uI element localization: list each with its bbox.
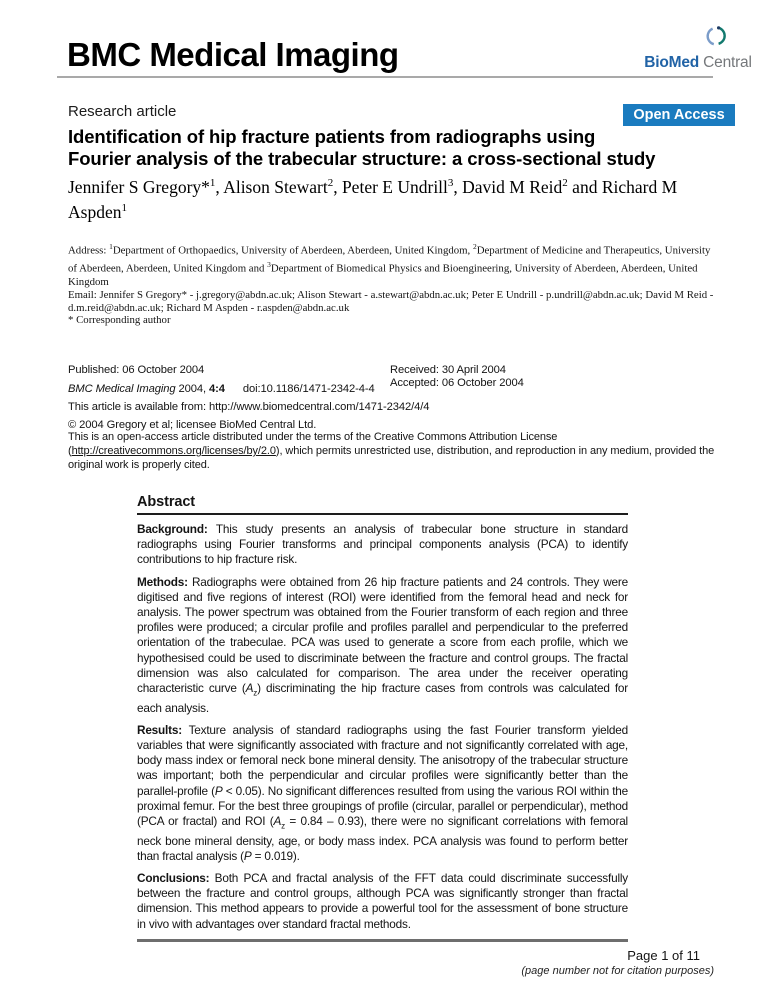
availability-url: http://www.biomedcentral.com/1471-2342/4/4 [209,401,430,413]
article-title [68,126,718,170]
conclusions-label: Conclusions: [137,870,215,885]
license-text [68,430,724,472]
page-number: Page 1 of 11 [627,948,700,963]
author-affiliation-mark: 2 [327,177,334,189]
received-date: Received: 30 April 2004 [390,364,506,376]
open-access-badge: Open Access [623,104,735,126]
author-emails: Email: Jennifer S Gregory* - j.gregory@abdn.ac.uk; Alison Stewart - a.stewart@abdn.ac.uk; Peter E Undrill - p.undrill@abdn.ac.uk; David M Reid - d.m.reid@abdn.ac.uk; Richard M Aspden - r.aspden@abdn.ac.uk [68,289,714,315]
copyright-line: © 2004 Gregory et al; licensee BioMed Central Ltd. [68,419,317,431]
results-text: = 0.84 – 0.93), there were no significant correlations with femoral neck bone mineral density, age, or body mass index. PCA analysis was found to perform better than fractal analysis ( [137,814,628,863]
abstract-end-divider [137,939,628,942]
results-text: = 0.019). [251,848,300,863]
author-name: , Peter E Undrill [333,176,448,197]
published-date: Published: 06 October 2004 [68,364,205,376]
license-link[interactable]: http://creativecommons.org/licenses/by/2.0 [71,445,276,457]
accepted-date: Accepted: 06 October 2004 [390,377,524,389]
author-affiliation-mark: 3 [447,177,454,189]
affiliation-text: Department of Orthopaedics, University of Aberdeen, Aberdeen, United Kingdom, [112,244,473,257]
author-list [68,173,680,224]
availability-line [68,401,429,413]
background-label: Background: [137,522,216,536]
citation-volume: 4:4 [209,383,225,395]
author-affiliation-mark: 1 [209,177,216,189]
title-line-1: Identification of hip fracture patients from radiographs using [68,126,596,147]
variable-az-sub: z [253,688,258,698]
author-name: Jennifer S Gregory* [68,176,210,197]
author-name: and Richard M Aspden [68,176,678,223]
methods-label: Methods: [137,574,192,589]
address-prefix: Address: [68,244,110,257]
author-affiliation-mark: 1 [121,202,127,215]
page-footer [521,948,714,977]
variable-az-sub: z [281,821,285,831]
author-affiliation-mark: 2 [562,177,568,189]
license-text-pre: This is an open-access article distributed under the terms of the Creative Commons Attribution License ( [68,431,558,457]
availability-prefix: This article is available from: [68,401,210,413]
methods-text: Radiographs were obtained from 26 hip fracture patients and 24 controls. They were digitised and five regions of interest (ROI) were identified from the femoral head and neck for analysis. The power spectrum was obtained from the Fourier transform of each region and three profiles were produced; a circular profile and profiles parallel and perpendicular to the preferred orientation of the trabeculae. PCA was used to generate a score from each profile, which we hypothesised could be used to discriminate between the fracture and control groups. The fractal dimension was also calculated for comparison. The area under the receiver operating characteristic curve ( [137,574,629,696]
results-text: Texture analysis of standard radiographs using the fast Fourier transform yielded variables that were significantly associated with fracture and not significantly correlated with age, body mass index or femoral neck bone mineral density. The anisotropy of the trabecular structure was important; both the perpendicular and circular profiles were significantly better than the parallel-profile ( [137,722,628,798]
citation-line [68,383,375,395]
variable-az: A [245,681,254,696]
doi-text: doi:10.1186/1471-2342-4-4 [242,383,375,395]
journal-name-italic: BMC Medical Imaging [68,383,176,395]
author-name: , David M Reid [453,176,563,197]
conclusions-paragraph [137,871,628,932]
affiliation-text: Department of Medicine and Therapeutics, University of Aberdeen, Aberdeen, United Kingdom and [68,244,711,275]
variable-p: P [243,848,252,863]
methods-paragraph [137,575,628,716]
license-text-post: ), which permits unrestricted use, distribution, and reproduction in any medium, provided the original work is properly cited. [68,445,715,471]
author-name: , Alison Stewart [215,176,328,197]
logo-central-text: Central [703,54,752,71]
affiliation-mark: 3 [267,260,271,269]
logo-biomed-text: BioMed [644,54,700,71]
variable-p: P [214,783,223,798]
results-paragraph [137,723,628,864]
methods-text: ) discriminating the hip fracture cases from controls was calculated for each analysis. [137,681,629,715]
results-label: Results: [137,722,189,737]
title-line-2: Fourier analysis of the trabecular structure: a cross-sectional study [68,148,656,169]
journal-masthead-title: BMC Medical Imaging [67,36,399,73]
citation-year: 2004, [175,383,210,395]
abstract-section [137,494,628,942]
variable-az: A [273,814,282,829]
background-paragraph [137,522,628,568]
header-divider [57,76,713,78]
affiliation-mark: 1 [109,242,113,251]
article-type-label: Research article [68,103,177,120]
results-text: < 0.05). No significant differences resulted from using the various ROI within the proximal femur. For the best three groupings of profile (circular, parallel or perpendicular), method (PCA or fractal) and ROI ( [137,783,628,829]
abstract-divider [137,513,628,515]
abstract-heading: Abstract [137,494,196,510]
citation-note: (page number not for citation purposes) [521,965,714,977]
affiliation-address [68,240,716,289]
affiliation-mark: 2 [472,242,477,251]
biomed-central-logo-text [633,54,763,72]
background-text: This study presents an analysis of trabecular bone structure in standard radiographs using Fourier transforms and principal components analysis (PCA) to identify contributions to hip fracture risk. [137,522,628,567]
affiliation-text: Department of Biomedical Physics and Bioengineering, University of Aberdeen, Aberdeen, United Kingdom [68,262,698,288]
conclusions-text: Both PCA and fractal analysis of the FFT data could discriminate successfully between the fracture and control groups, although PCA was significantly stronger than fractal dimension. This method appears to provide a powerful tool for the assessment of bone structure in vivo with advantages over standard fractal methods. [137,870,628,931]
biomed-central-logo-icon [704,24,728,48]
corresponding-author-note: * Corresponding author [68,314,171,326]
biomed-central-logo [633,24,763,72]
